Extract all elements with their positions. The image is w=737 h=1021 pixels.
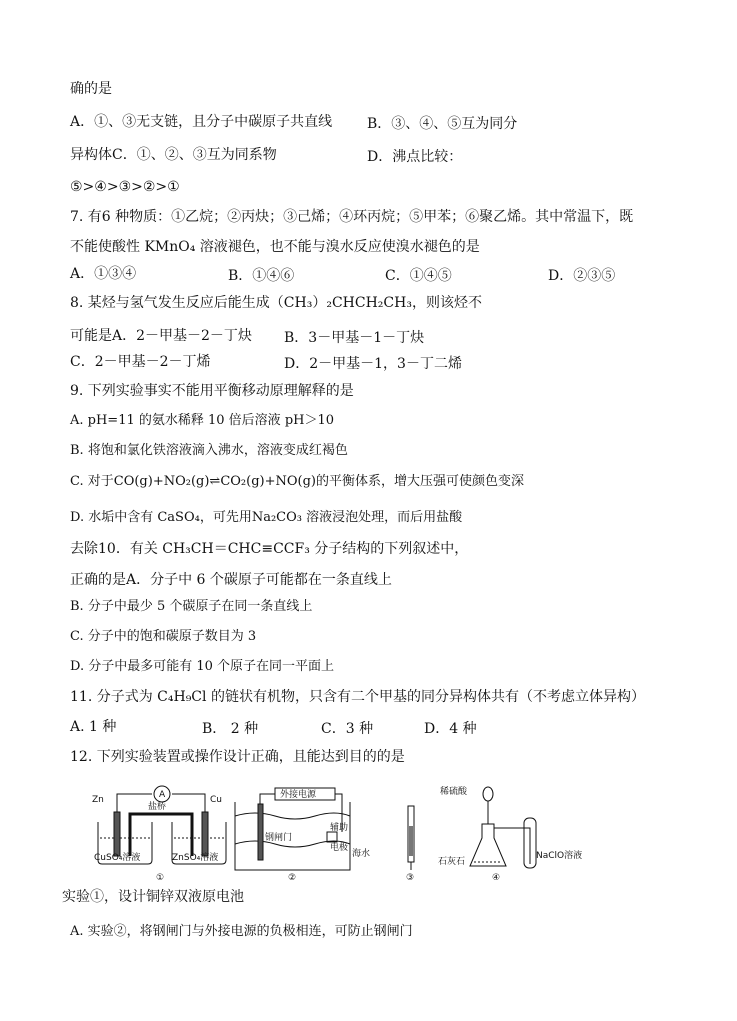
- q10-stem: 去除10．有关 CH₃CH＝CHC≡CCF₃ 分子结构的下列叙述中，: [70, 541, 469, 557]
- power-source-label: 外接电源: [280, 790, 317, 800]
- q6-option-d: D．沸点比较：: [367, 149, 463, 165]
- q6-option-b: B．③、④、⑤互为同分: [367, 116, 518, 132]
- q7-stem-cont: 不能使酸性 KMnO₄ 溶液褪色，也不能与溴水反应使溴水褪色的是: [70, 239, 480, 255]
- figure-3-number: ③: [406, 873, 415, 883]
- q8-option-a: 可能是A．2－甲基－2－丁炔: [70, 328, 252, 344]
- q8-option-c: C．2－甲基－2－丁烯: [70, 354, 211, 370]
- q8-option-b: B．3－甲基－1－丁炔: [284, 330, 425, 346]
- q6-option-a: A．①、③无支链，且分子中碳原子共直线: [70, 114, 333, 130]
- q7-option-d: D．②③⑤: [548, 268, 616, 284]
- line-1: 确的是: [70, 81, 112, 97]
- aux-electrode-label-2: 电极: [330, 843, 349, 853]
- q8-stem: 8. 某烃与氢气发生反应后能生成（CH₃）₂CHCH₂CH₃，则该烃不: [70, 295, 482, 311]
- dilute-sulfuric-acid-label: 稀硫酸: [440, 787, 468, 797]
- q9-option-a: A. pH=11 的氨水稀释 10 倍后溶液 pH＞10: [70, 413, 335, 428]
- q12-option-a: A. 实验②，将钢闸门与外接电源的负极相连，可防止钢闸门: [70, 924, 413, 939]
- q11-option-b: B． 2 种: [202, 721, 259, 737]
- q7-stem: 7. 有6 种物质：①乙烷；②丙炔；③己烯；④环丙烷；⑤甲苯；⑥聚乙烯。其中常温下，既: [70, 209, 634, 225]
- q10-option-d: D. 分子中最多可能有 10 个原子在同一平面上: [70, 659, 335, 674]
- salt-bridge-label: 盐桥: [148, 802, 167, 812]
- experiment-1-caption: 实验①，设计铜锌双液原电池: [62, 889, 244, 905]
- q8-option-d: D．2－甲基－1，3－丁二烯: [284, 356, 462, 372]
- q6-option-c: 异构体C．①、②、③互为同系物: [70, 147, 277, 163]
- figure-4-number: ④: [492, 873, 501, 883]
- steel-gate-label: 钢闸门: [265, 833, 293, 843]
- q7-option-a: A．①③④: [70, 266, 137, 282]
- q10-option-c: C. 分子中的饱和碳原子数目为 3: [70, 629, 257, 644]
- q12-stem: 12. 下列实验装置或操作设计正确，且能达到目的的是: [70, 749, 405, 765]
- q9-stem: 9. 下列实验事实不能用平衡移动原理解释的是: [70, 383, 354, 399]
- q7-option-b: B．①④⑥: [228, 268, 295, 284]
- q10-option-a: 正确的是A．分子中 6 个碳原子可能都在一条直线上: [70, 572, 392, 588]
- q11-stem: 11. 分子式为 C₄H₉Cl 的链状有机物，只含有二个甲基的同分异构体共有（不考虑立体异构）: [70, 689, 645, 705]
- q10-option-b: B. 分子中最少 5 个碳原子在同一条直线上: [70, 599, 313, 614]
- q9-option-c: C. 对于CO(g)+NO₂(g)⇌CO₂(g)+NO(g)的平衡体系，增大压强可使颜色变深: [70, 474, 524, 489]
- q6-option-d-cont: ⑤>④>③>②>①: [70, 179, 180, 195]
- q9-option-b: B. 将饱和氯化铁溶液滴入沸水，溶液变成红褐色: [70, 443, 348, 458]
- q11-option-a: A. 1 种: [70, 719, 117, 735]
- q7-option-c: C．①④⑤: [385, 268, 452, 284]
- znso4-label: ZnSO₄溶液: [172, 853, 219, 863]
- aux-electrode-label-1: 辅助: [330, 823, 349, 833]
- figure-2-number: ②: [288, 873, 297, 883]
- figure-4-apparatus: [470, 787, 536, 868]
- q11-option-c: C．3 种: [321, 721, 374, 737]
- seawater-label: 海水: [352, 849, 371, 859]
- cuso4-label: CuSO₄溶液: [94, 853, 141, 863]
- zn-label: Zn: [92, 795, 104, 805]
- figure-3-pipette: [408, 806, 414, 870]
- limestone-label: 石灰石: [438, 857, 466, 867]
- naclo-solution-label: NaClO溶液: [536, 851, 583, 861]
- q9-option-d: D. 水垢中含有 CaSO₄，可先用Na₂CO₃ 溶液浸泡处理，而后用盐酸: [70, 510, 463, 525]
- figure-1-number: ①: [156, 873, 165, 883]
- ammeter-label: A: [159, 790, 166, 800]
- cu-label: Cu: [210, 795, 222, 805]
- q11-option-d: D．4 种: [424, 721, 477, 737]
- experiment-figure: [90, 782, 610, 887]
